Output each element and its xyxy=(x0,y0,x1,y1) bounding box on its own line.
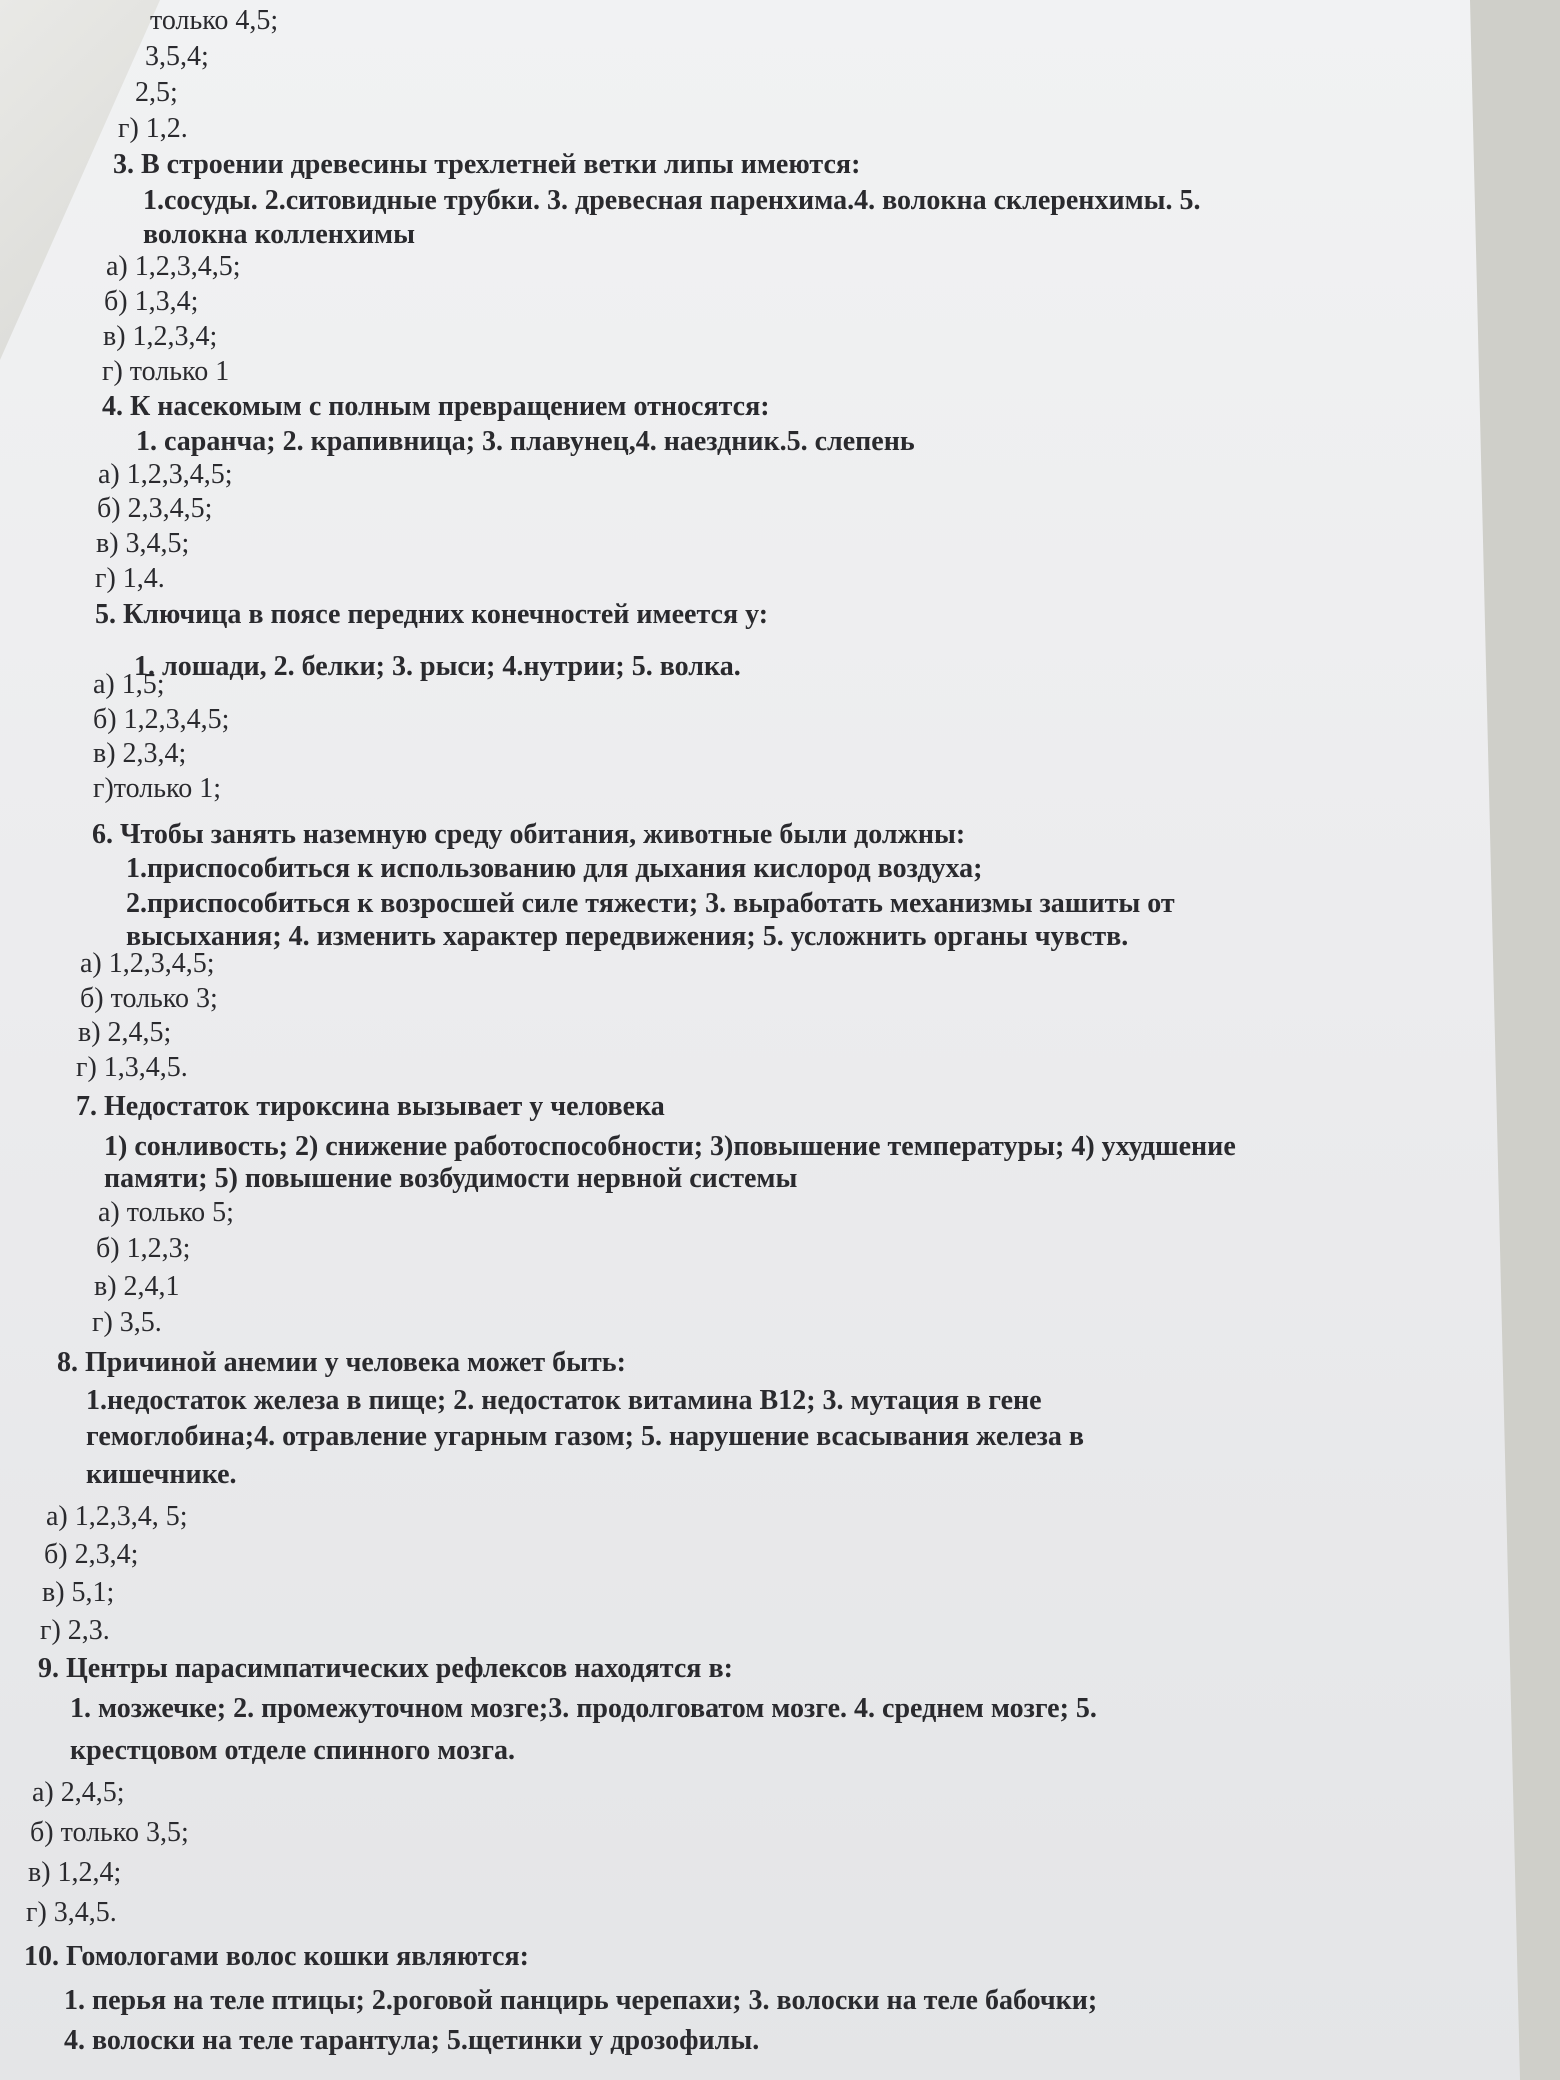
question-7-option-b: б) 1,2,3; xyxy=(96,1233,191,1264)
question-7-title: 7. Недостаток тироксина вызывает у человека xyxy=(76,1091,665,1122)
question-3-option-b: б) 1,3,4; xyxy=(104,286,199,317)
top-option-line: 3,5,4; xyxy=(145,41,209,72)
question-6-option-d: г) 1,3,4,5. xyxy=(76,1052,188,1083)
question-4-title: 4. К насекомым с полным превращением относятся: xyxy=(102,391,770,422)
question-7-option-d: г) 3,5. xyxy=(92,1307,162,1338)
question-5-option-c: в) 2,3,4; xyxy=(93,738,187,769)
question-10-body: 1. перья на теле птицы; 2.роговой панцирь черепахи; 3. волоски на теле бабочки; xyxy=(64,1985,1098,2016)
question-5-body: 1. лошади, 2. белки; 3. рыси; 4.нутрии; 5. волка. xyxy=(134,651,741,682)
question-7-option-a: а) только 5; xyxy=(98,1197,234,1228)
question-4-option-b: б) 2,3,4,5; xyxy=(97,493,213,524)
question-5-option-b: б) 1,2,3,4,5; xyxy=(93,704,230,735)
top-option-line: 2,5; xyxy=(135,77,178,108)
top-option-line: только 4,5; xyxy=(150,5,279,36)
question-6-body: 1.приспособиться к использованию для дыхания кислород воздуха; xyxy=(126,853,983,884)
question-7-body: 1) сонливость; 2) снижение работоспособности; 3)повышение температуры; 4) ухудшение xyxy=(104,1131,1236,1162)
question-6-option-a: а) 1,2,3,4,5; xyxy=(80,948,215,979)
question-6-option-b: б) только 3; xyxy=(80,983,218,1014)
question-7-option-c: в) 2,4,1 xyxy=(94,1271,180,1302)
question-8-option-c: в) 5,1; xyxy=(42,1577,115,1608)
question-4-option-d: г) 1,4. xyxy=(95,563,165,594)
question-3-body: 1.сосуды. 2.ситовидные трубки. 3. древесная паренхима.4. волокна склеренхимы. 5. xyxy=(143,185,1201,216)
question-9-option-a: а) 2,4,5; xyxy=(32,1777,125,1808)
question-8-body: гемоглобина;4. отравление угарным газом; 5. нарушение всасывания железа в xyxy=(86,1421,1084,1452)
question-4-body: 1. саранча; 2. крапивница; 3. плавунец,4. наездник.5. слепень xyxy=(136,426,915,457)
question-9-option-b: б) только 3,5; xyxy=(30,1817,189,1848)
question-8-option-d: г) 2,3. xyxy=(40,1615,110,1646)
question-3-body: волокна колленхимы xyxy=(143,219,415,250)
question-8-option-b: б) 2,3,4; xyxy=(44,1539,139,1570)
question-5-title: 5. Ключица в поясе передних конечностей имеется у: xyxy=(95,599,769,630)
question-3-option-c: в) 1,2,3,4; xyxy=(103,321,218,352)
question-6-body: высыхания; 4. изменить характер передвижения; 5. усложнить органы чувств. xyxy=(126,921,1129,952)
question-5-option-a: а) 1,5; xyxy=(93,669,165,700)
question-3-option-d: г) только 1 xyxy=(102,356,230,387)
question-10-body: 4. волоски на теле тарантула; 5.щетинки у дрозофилы. xyxy=(64,2025,760,2056)
question-6-title: 6. Чтобы занять наземную среду обитания, животные были должны: xyxy=(92,819,966,850)
question-9-body: крестцовом отделе спинного мозга. xyxy=(70,1735,515,1766)
question-8-title: 8. Причиной анемии у человека может быть: xyxy=(57,1347,626,1378)
question-9-body: 1. мозжечке; 2. промежуточном мозге;3. продолговатом мозге. 4. среднем мозге; 5. xyxy=(70,1693,1097,1724)
question-8-body: кишечнике. xyxy=(86,1459,237,1490)
question-8-body: 1.недостаток железа в пище; 2. недостаток витамина B12; 3. мутация в гене xyxy=(86,1385,1042,1416)
question-10-title: 10. Гомологами волос кошки являются: xyxy=(24,1941,529,1972)
question-3-title: 3. В строении древесины трехлетней ветки липы имеются: xyxy=(113,149,861,180)
question-9-title: 9. Центры парасимпатических рефлексов находятся в: xyxy=(38,1653,733,1684)
question-8-option-a: а) 1,2,3,4, 5; xyxy=(46,1501,188,1532)
question-4-option-a: а) 1,2,3,4,5; xyxy=(98,459,233,490)
question-5-option-d: г)только 1; xyxy=(93,773,222,804)
question-6-body: 2.приспособиться к возросшей силе тяжести; 3. выработать механизмы зашиты от xyxy=(126,888,1175,919)
top-option-line: г) 1,2. xyxy=(118,113,188,144)
question-6-option-c: в) 2,4,5; xyxy=(78,1017,172,1048)
question-7-body: памяти; 5) повышение возбудимости нервной системы xyxy=(104,1163,798,1194)
question-3-option-a: а) 1,2,3,4,5; xyxy=(106,251,241,282)
question-9-option-d: г) 3,4,5. xyxy=(26,1897,117,1928)
question-4-option-c: в) 3,4,5; xyxy=(96,528,190,559)
question-9-option-c: в) 1,2,4; xyxy=(28,1857,122,1888)
